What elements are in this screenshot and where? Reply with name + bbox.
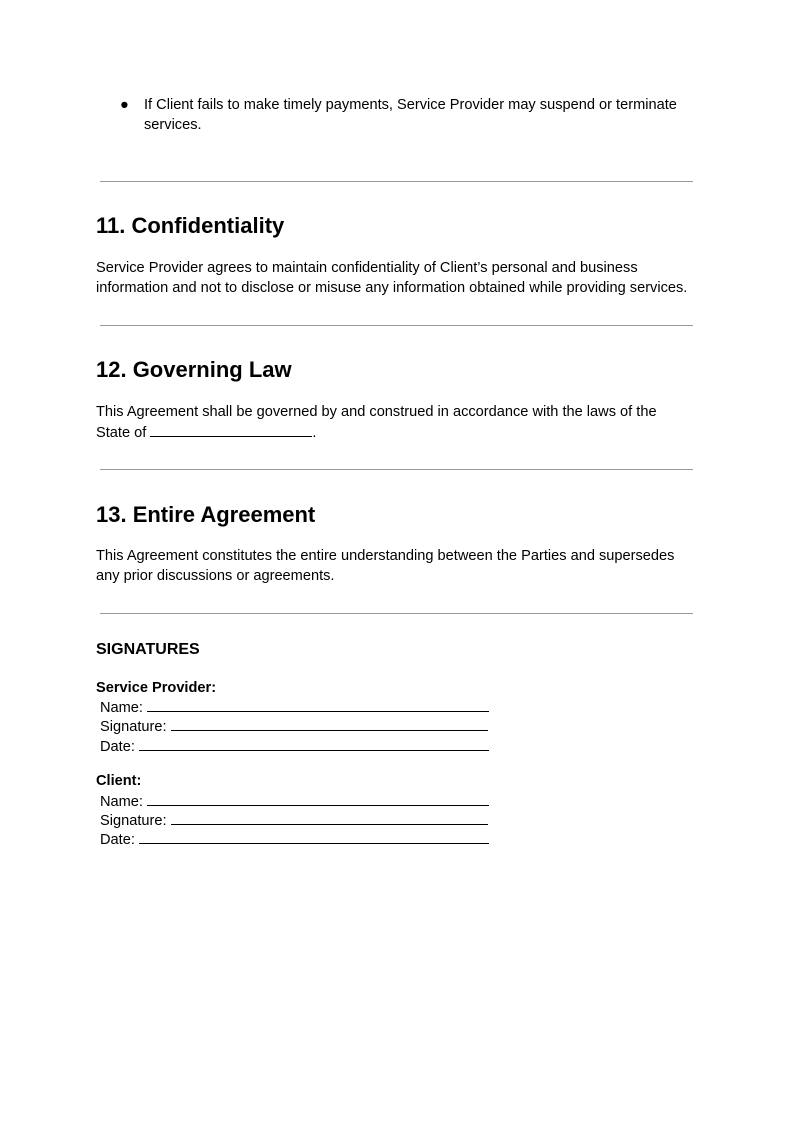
section-divider (100, 613, 693, 614)
provider-name-field[interactable] (147, 697, 489, 712)
provider-name-label: Name: (100, 700, 143, 716)
provider-date-row (100, 736, 489, 758)
client-date-field[interactable] (139, 829, 489, 844)
client-date-row (100, 829, 489, 851)
signatures-heading: SIGNATURES (96, 641, 200, 658)
bullet-text-line-2: services. (144, 117, 202, 133)
client-date-label: Date: (100, 832, 135, 848)
section-divider (100, 181, 693, 182)
bullet-text-line-1: If Client fails to make timely payments, Service Provider may suspend or terminate (144, 97, 677, 113)
section-divider (100, 469, 693, 470)
service-provider-label: Service Provider: (96, 680, 217, 696)
provider-signature-field[interactable] (171, 716, 488, 731)
section-11-heading: 11. Confidentiality (96, 213, 285, 238)
section-12-text-line-1: This Agreement shall be governed by and construed in accordance with the laws of the (96, 404, 657, 420)
client-signature-field[interactable] (171, 810, 488, 825)
section-11-text-line-2: information and not to disclose or misuse any information obtained while providing services. (96, 280, 688, 296)
section-12-text-line-2 (96, 422, 316, 443)
section-12-heading: 12. Governing Law (96, 357, 292, 382)
client-signature-label: Signature: (100, 813, 167, 829)
client-label: Client: (96, 773, 142, 789)
client-name-label: Name: (100, 794, 143, 810)
provider-signature-label: Signature: (100, 719, 167, 735)
provider-date-label: Date: (100, 739, 135, 755)
bullet-icon: ● (120, 97, 129, 113)
state-prefix: State of (96, 425, 151, 441)
section-13-heading: 13. Entire Agreement (96, 502, 316, 527)
section-divider (100, 325, 693, 326)
section-13-text-line-2: any prior discussions or agreements. (96, 568, 335, 584)
state-suffix: . (312, 425, 317, 441)
provider-signature-row (100, 716, 488, 738)
provider-date-field[interactable] (139, 736, 489, 751)
client-name-field[interactable] (147, 791, 489, 806)
state-blank-field[interactable] (150, 422, 312, 437)
section-11-text-line-1: Service Provider agrees to maintain confidentiality of Client’s personal and business (96, 260, 638, 276)
section-13-text-line-1: This Agreement constitutes the entire understanding between the Parties and supersedes (96, 548, 675, 564)
